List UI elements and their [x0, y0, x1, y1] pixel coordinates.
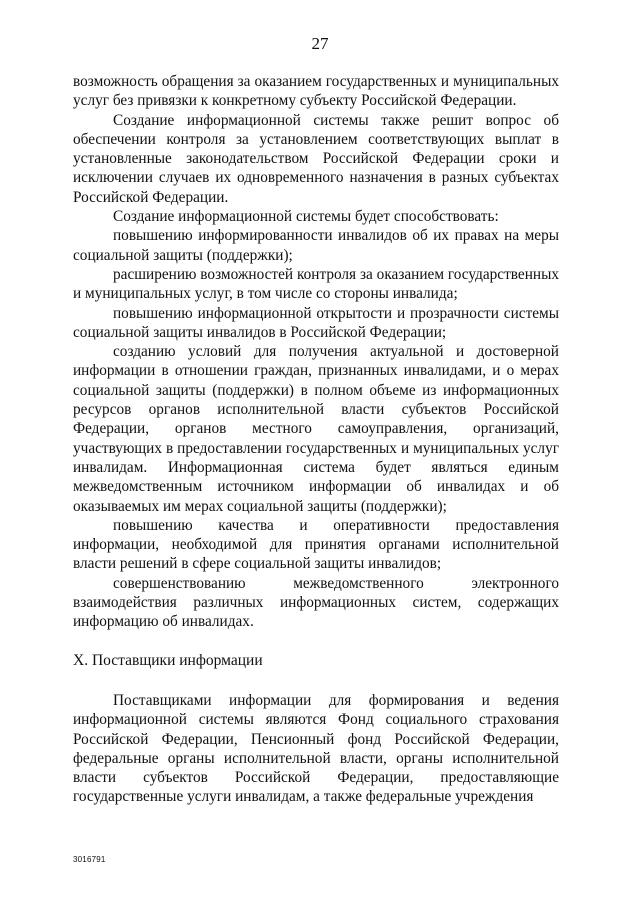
list-item-control: расширению возможностей контроля за оказанием государственных и муниципальных услуг, в том числе со стороны инвалида; [73, 265, 559, 303]
document-code: 3016791 [73, 855, 106, 864]
paragraph-continuation: возможность обращения за оказанием государственных и муниципальных услуг без привязки к конкретному субъекту Российской Федерации. [73, 73, 559, 110]
paragraph-control: Создание информационной системы также решит вопрос об обеспечении контроля за установлением соответствующих выплат в установленные законодательством Российской Федерации сроки и исключении случаев их одновременного назначения в разных субъектах Российской Федерации. [73, 111, 559, 206]
list-item-awareness: повышению информированности инвалидов об их правах на меры социальной защиты (поддержки); [73, 227, 559, 264]
document-body [73, 72, 559, 807]
page-number: 27 [311, 34, 329, 53]
list-item-conditions: созданию условий для получения актуальной и достоверной информации в отношении граждан, признанных инвалидами, и о мерах социальной защиты (поддержки) в полном объеме из информационных ресурсов органов исполнительной власти субъектов Российской Федерации, органов местного самоуправления, организаций, участвующих в предоставлении государственных и муниципальных услуг инвалидам. Информационная система будет являться единым межведомственным источником информации об инвалидах и об оказываемых им мерах социальной защиты (поддержки); [73, 343, 559, 515]
list-item-interaction: совершенствованию межведомственного электронного взаимодействия различных информационных систем, содержащих информацию об инвалидах. [73, 574, 559, 631]
list-item-transparency: повышению информационной открытости и прозрачности системы социальной защиты инвалидов в Российской Федерации; [73, 304, 559, 341]
section-heading: X. Поставщики информации [73, 651, 263, 669]
paragraph-suppliers: Поставщиками информации для формирования и ведения информационной системы являются Фонд социального страхования Российской Федерации, Пенсионный фонд Российской Федерации, федеральные органы исполнительной власти, органы исполнительной власти субъектов Российской Федерации, предоставляющие государственные услуги инвалидам, а также федеральные учреждения [73, 691, 559, 806]
paragraph-intro-list: Создание информационной системы будет способствовать: [113, 208, 499, 226]
list-item-quality: повышению качества и оперативности предоставления информации, необходимой для принятия органами исполнительной власти решений в сфере социальной защиты инвалидов; [73, 516, 559, 573]
